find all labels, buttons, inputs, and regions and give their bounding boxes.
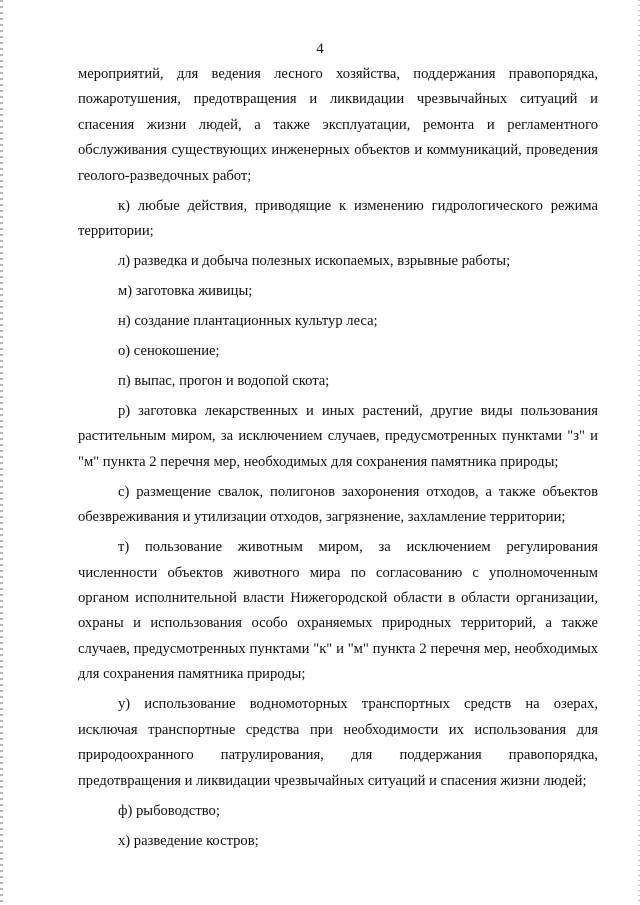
list-item-t: т) пользование животным миром, за исключением регулирования численности объектов животного мира по согласованию с уполномоченным органом исполнительной власти Нижегородской области в области организации, охраны и использования особо охраняемых природных территорий, а также случаев, предусмотренных пунктами "к" и "м" пункта 2 перечня мер, необходимых для сохранения памятника природы; <box>78 539 598 683</box>
list-item-s: с) размещение свалок, полигонов захоронения отходов, а также объектов обезвреживания и утилизации отходов, загрязнение, захламление территории; <box>78 483 598 526</box>
scan-edge-left <box>0 0 3 905</box>
list-item-p: п) выпас, прогон и водопой скота; <box>118 373 330 390</box>
list-item-k: к) любые действия, приводящие к изменению гидрологического режима территории; <box>78 197 598 240</box>
list-item-kh: х) разведение костров; <box>118 832 259 849</box>
list-item-f: ф) рыбоводство; <box>118 802 220 819</box>
list-item-n: н) создание плантационных культур леса; <box>118 313 378 330</box>
paragraph-continuation: мероприятий, для ведения лесного хозяйства, поддержания правопорядка, пожаротушения, предотвращения и ликвидации чрезвычайных ситуаций и спасения жизни людей, а также эксплуатации, ремонта и регламентного обслуживания существующих инженерных объектов и коммуникаций, проведения геолого-разведочных работ; <box>78 66 598 184</box>
list-item-o: о) сенокошение; <box>118 343 220 360</box>
list-item-u: у) использование водномоторных транспортных средств на озерах, исключая транспортные средства при необходимости их использования для природоохранного патрулирования, для поддержания правопорядка, предотвращения и ликвидации чрезвычайных ситуаций и спасения жизни людей; <box>78 696 598 789</box>
document-body <box>78 62 598 859</box>
page-number: 4 <box>316 41 324 57</box>
list-item-m: м) заготовка живицы; <box>118 283 253 300</box>
list-item-r: р) заготовка лекарственных и иных растений, другие виды пользования растительным миром, за исключением случаев, предусмотренных пунктами "з" и "м" пункта 2 перечня мер, необходимых для сохранения памятника природы; <box>78 403 598 470</box>
list-item-l: л) разведка и добыча полезных ископаемых, взрывные работы; <box>118 253 511 270</box>
